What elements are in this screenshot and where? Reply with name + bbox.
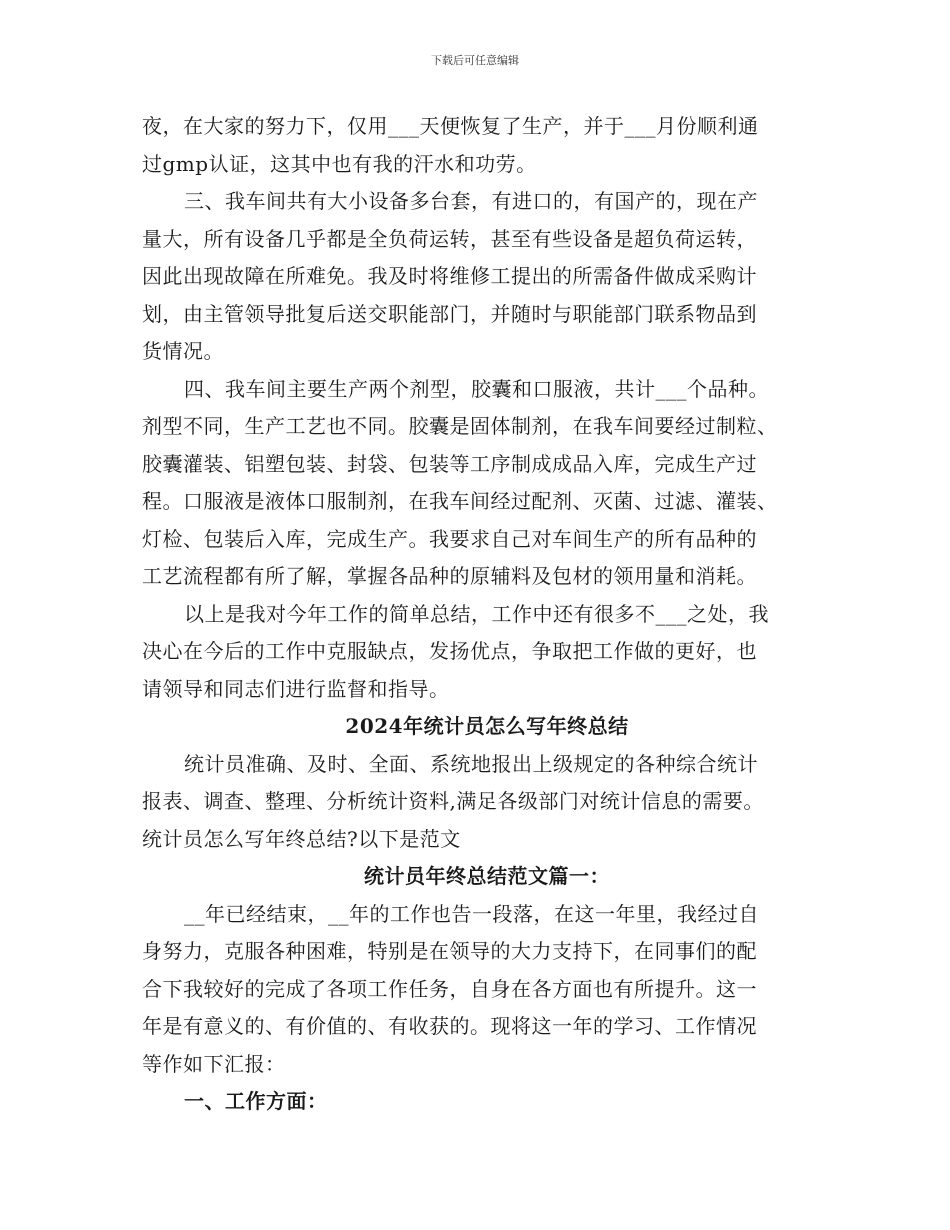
text-line: 胶囊灌装、铝塑包装、封袋、包装等工序制成成品入库，完成生产过 xyxy=(142,451,757,476)
document-body xyxy=(142,108,832,1121)
text-line: 程。口服液是液体口服制剂，在我车间经过配剂、灭菌、过滤、灌装、 xyxy=(142,489,778,513)
text-line: 统计员准确、及时、全面、系统地报出上级规定的各种综合统计 xyxy=(184,751,758,776)
text-line: 划，由主管领导批复后送交职能部门，并随时与职能部门联系物品到 xyxy=(142,301,757,326)
text-line: 请领导和同志们进行监督和指导。 xyxy=(142,676,450,701)
text-line: 货情况。 xyxy=(142,339,224,363)
text-line: 统计员怎么写年终总结?以下是范文 xyxy=(142,826,461,851)
text-line: 合下我较好的完成了各项工作任务，自身在各方面也有所提升。这一 xyxy=(142,976,757,1001)
text-line: 一、工作方面： xyxy=(184,1089,328,1113)
section-heading: 2024年统计员怎么写年终总结 xyxy=(345,714,629,738)
text-line: 夜，在大家的努力下，仅用___天便恢复了生产，并于___月份顺利通 xyxy=(142,114,759,138)
text-line: 等作如下汇报： xyxy=(142,1051,286,1076)
text-line: 报表、调查、整理、分析统计资料,满足各级部门对统计信息的需要。 xyxy=(142,789,764,813)
text-line: 以上是我对今年工作的简单总结，工作中还有很多不___之处，我 xyxy=(184,601,769,626)
text-line: 灯检、包装后入库，完成生产。我要求自己对车间生产的所有品种的 xyxy=(142,526,757,551)
text-line: 三、我车间共有大小设备多台套，有进口的，有国产的，现在产 xyxy=(184,189,758,213)
text-line: 工艺流程都有所了解，掌握各品种的原辅料及包材的领用量和消耗。 xyxy=(142,564,757,588)
text-line: 身努力，克服各种困难，特别是在领导的大力支持下，在同事们的配 xyxy=(142,939,757,963)
text-line: 量大，所有设备几乎都是全负荷运转，甚至有些设备是超负荷运转， xyxy=(142,226,757,251)
text-line: __年已经结束，__年的工作也告一段落，在这一年里，我经过自 xyxy=(184,901,759,926)
text-line: 过gmp认证，这其中也有我的汗水和功劳。 xyxy=(142,151,537,176)
text-line: 剂型不同，生产工艺也不同。胶囊是固体制剂，在我车间要经过制粒、 xyxy=(142,414,778,438)
section-heading: 统计员年终总结范文篇一： xyxy=(364,864,610,888)
text-line: 年是有意义的、有价值的、有收获的。现将这一年的学习、工作情况 xyxy=(142,1014,757,1038)
text-line: 决心在今后的工作中克服缺点，发扬优点，争取把工作做的更好，也 xyxy=(142,639,757,663)
text-line: 因此出现故障在所难免。我及时将维修工提出的所需备件做成采购计 xyxy=(142,264,757,288)
text-line: 四、我车间主要生产两个剂型，胶囊和口服液，共计___个品种。 xyxy=(184,376,769,401)
page-header: 下载后可任意编辑 xyxy=(431,54,519,67)
